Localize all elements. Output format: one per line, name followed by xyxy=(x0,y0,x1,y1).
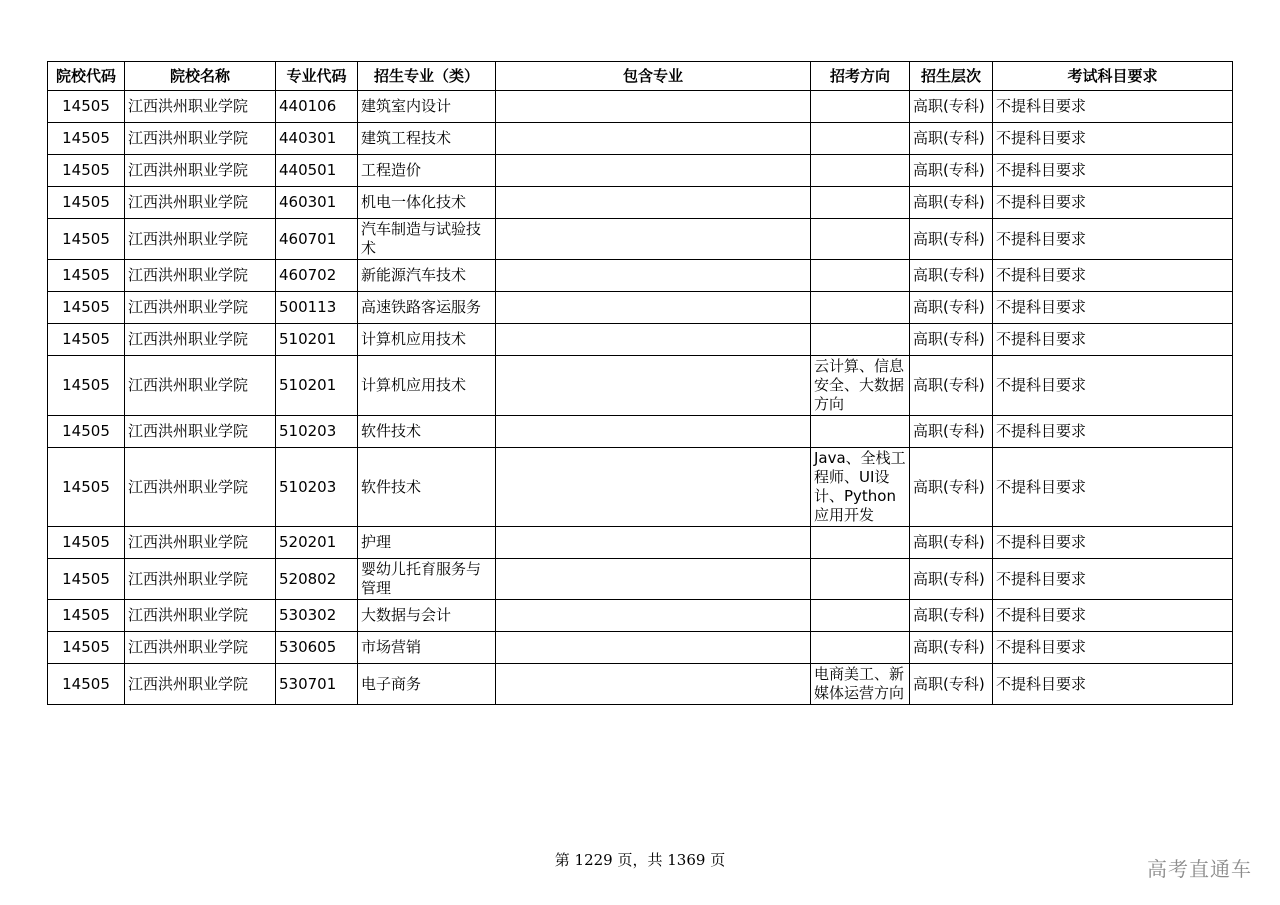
cell-major-code: 510201 xyxy=(276,324,358,356)
table-row xyxy=(48,260,1233,292)
cell-school-code: 14505 xyxy=(48,448,125,527)
table-row xyxy=(48,155,1233,187)
cell-subject-requirement: 不提科目要求 xyxy=(993,187,1233,219)
header-school-code: 院校代码 xyxy=(48,62,125,91)
cell-level: 高职(专科) xyxy=(910,356,993,416)
cell-direction xyxy=(811,527,910,559)
cell-included-majors xyxy=(496,123,811,155)
cell-included-majors xyxy=(496,187,811,219)
cell-major-code: 460701 xyxy=(276,219,358,260)
cell-subject-requirement: 不提科目要求 xyxy=(993,664,1233,705)
cell-direction: Java、全栈工程师、UI设计、Python应用开发 xyxy=(811,448,910,527)
cell-school-code: 14505 xyxy=(48,600,125,632)
cell-included-majors xyxy=(496,292,811,324)
cell-included-majors xyxy=(496,356,811,416)
cell-school-code: 14505 xyxy=(48,292,125,324)
cell-subject-requirement: 不提科目要求 xyxy=(993,448,1233,527)
cell-subject-requirement: 不提科目要求 xyxy=(993,600,1233,632)
cell-major: 建筑工程技术 xyxy=(358,123,496,155)
header-major: 招生专业（类） xyxy=(358,62,496,91)
cell-school-name: 江西洪州职业学院 xyxy=(125,632,276,664)
cell-level: 高职(专科) xyxy=(910,559,993,600)
cell-direction xyxy=(811,91,910,123)
table-row xyxy=(48,632,1233,664)
cell-school-name: 江西洪州职业学院 xyxy=(125,416,276,448)
cell-included-majors xyxy=(496,91,811,123)
cell-school-name: 江西洪州职业学院 xyxy=(125,664,276,705)
table-header-row xyxy=(48,62,1233,91)
table-row xyxy=(48,664,1233,705)
cell-level: 高职(专科) xyxy=(910,155,993,187)
header-school-name: 院校名称 xyxy=(125,62,276,91)
cell-major: 机电一体化技术 xyxy=(358,187,496,219)
cell-major-code: 460301 xyxy=(276,187,358,219)
cell-school-name: 江西洪州职业学院 xyxy=(125,155,276,187)
table-row xyxy=(48,527,1233,559)
cell-school-code: 14505 xyxy=(48,632,125,664)
cell-direction xyxy=(811,155,910,187)
cell-included-majors xyxy=(496,632,811,664)
cell-school-name: 江西洪州职业学院 xyxy=(125,292,276,324)
cell-school-name: 江西洪州职业学院 xyxy=(125,123,276,155)
cell-subject-requirement: 不提科目要求 xyxy=(993,155,1233,187)
cell-subject-requirement: 不提科目要求 xyxy=(993,324,1233,356)
cell-subject-requirement: 不提科目要求 xyxy=(993,219,1233,260)
cell-major-code: 500113 xyxy=(276,292,358,324)
cell-level: 高职(专科) xyxy=(910,632,993,664)
cell-major: 护理 xyxy=(358,527,496,559)
cell-major-code: 510203 xyxy=(276,416,358,448)
cell-major: 计算机应用技术 xyxy=(358,356,496,416)
table-row xyxy=(48,600,1233,632)
header-major-code: 专业代码 xyxy=(276,62,358,91)
cell-major: 电子商务 xyxy=(358,664,496,705)
cell-major-code: 530701 xyxy=(276,664,358,705)
cell-school-code: 14505 xyxy=(48,559,125,600)
cell-school-name: 江西洪州职业学院 xyxy=(125,219,276,260)
cell-level: 高职(专科) xyxy=(910,527,993,559)
header-included-majors: 包含专业 xyxy=(496,62,811,91)
cell-school-code: 14505 xyxy=(48,219,125,260)
cell-major-code: 440106 xyxy=(276,91,358,123)
table-row xyxy=(48,123,1233,155)
cell-school-name: 江西洪州职业学院 xyxy=(125,448,276,527)
cell-level: 高职(专科) xyxy=(910,416,993,448)
cell-major-code: 510201 xyxy=(276,356,358,416)
cell-direction xyxy=(811,219,910,260)
cell-school-code: 14505 xyxy=(48,123,125,155)
cell-school-code: 14505 xyxy=(48,155,125,187)
cell-included-majors xyxy=(496,260,811,292)
cell-school-name: 江西洪州职业学院 xyxy=(125,91,276,123)
cell-major: 计算机应用技术 xyxy=(358,324,496,356)
cell-subject-requirement: 不提科目要求 xyxy=(993,356,1233,416)
cell-included-majors xyxy=(496,600,811,632)
cell-level: 高职(专科) xyxy=(910,219,993,260)
admissions-table xyxy=(47,61,1233,705)
cell-subject-requirement: 不提科目要求 xyxy=(993,260,1233,292)
cell-direction: 电商美工、新媒体运营方向 xyxy=(811,664,910,705)
header-direction: 招考方向 xyxy=(811,62,910,91)
cell-subject-requirement: 不提科目要求 xyxy=(993,123,1233,155)
cell-school-name: 江西洪州职业学院 xyxy=(125,356,276,416)
cell-subject-requirement: 不提科目要求 xyxy=(993,527,1233,559)
cell-major-code: 520802 xyxy=(276,559,358,600)
cell-subject-requirement: 不提科目要求 xyxy=(993,632,1233,664)
cell-major-code: 440301 xyxy=(276,123,358,155)
cell-major: 软件技术 xyxy=(358,416,496,448)
cell-school-name: 江西洪州职业学院 xyxy=(125,260,276,292)
cell-subject-requirement: 不提科目要求 xyxy=(993,91,1233,123)
cell-school-code: 14505 xyxy=(48,187,125,219)
cell-major: 新能源汽车技术 xyxy=(358,260,496,292)
table-row xyxy=(48,324,1233,356)
cell-major: 婴幼儿托育服务与管理 xyxy=(358,559,496,600)
table-row xyxy=(48,416,1233,448)
cell-direction: 云计算、信息安全、大数据方向 xyxy=(811,356,910,416)
cell-school-name: 江西洪州职业学院 xyxy=(125,324,276,356)
cell-major: 工程造价 xyxy=(358,155,496,187)
cell-level: 高职(专科) xyxy=(910,324,993,356)
cell-school-name: 江西洪州职业学院 xyxy=(125,600,276,632)
cell-direction xyxy=(811,187,910,219)
table-row xyxy=(48,292,1233,324)
cell-direction xyxy=(811,123,910,155)
cell-school-code: 14505 xyxy=(48,664,125,705)
cell-school-code: 14505 xyxy=(48,324,125,356)
cell-included-majors xyxy=(496,448,811,527)
cell-level: 高职(专科) xyxy=(910,292,993,324)
cell-major-code: 530605 xyxy=(276,632,358,664)
cell-included-majors xyxy=(496,527,811,559)
cell-major: 高速铁路客运服务 xyxy=(358,292,496,324)
cell-direction xyxy=(811,559,910,600)
cell-included-majors xyxy=(496,219,811,260)
cell-school-name: 江西洪州职业学院 xyxy=(125,559,276,600)
cell-major: 汽车制造与试验技术 xyxy=(358,219,496,260)
cell-school-code: 14505 xyxy=(48,356,125,416)
cell-included-majors xyxy=(496,324,811,356)
cell-level: 高职(专科) xyxy=(910,448,993,527)
cell-major-code: 440501 xyxy=(276,155,358,187)
cell-major-code: 530302 xyxy=(276,600,358,632)
cell-direction xyxy=(811,632,910,664)
cell-level: 高职(专科) xyxy=(910,123,993,155)
cell-level: 高职(专科) xyxy=(910,187,993,219)
cell-included-majors xyxy=(496,664,811,705)
cell-direction xyxy=(811,416,910,448)
cell-direction xyxy=(811,600,910,632)
cell-level: 高职(专科) xyxy=(910,260,993,292)
table-row xyxy=(48,219,1233,260)
cell-school-code: 14505 xyxy=(48,260,125,292)
cell-school-code: 14505 xyxy=(48,91,125,123)
cell-level: 高职(专科) xyxy=(910,664,993,705)
cell-major-code: 520201 xyxy=(276,527,358,559)
cell-major-code: 510203 xyxy=(276,448,358,527)
cell-major: 大数据与会计 xyxy=(358,600,496,632)
cell-school-code: 14505 xyxy=(48,527,125,559)
cell-level: 高职(专科) xyxy=(910,91,993,123)
cell-subject-requirement: 不提科目要求 xyxy=(993,559,1233,600)
header-level: 招生层次 xyxy=(910,62,993,91)
watermark: 高考直通车 xyxy=(1147,857,1252,881)
table-row xyxy=(48,91,1233,123)
cell-school-code: 14505 xyxy=(48,416,125,448)
cell-subject-requirement: 不提科目要求 xyxy=(993,416,1233,448)
cell-school-name: 江西洪州职业学院 xyxy=(125,187,276,219)
cell-major: 软件技术 xyxy=(358,448,496,527)
header-subject-requirement: 考试科目要求 xyxy=(993,62,1233,91)
cell-direction xyxy=(811,260,910,292)
cell-included-majors xyxy=(496,155,811,187)
cell-direction xyxy=(811,292,910,324)
table-row xyxy=(48,559,1233,600)
page-number: 第 1229 页，共 1369 页 xyxy=(554,851,726,869)
cell-included-majors xyxy=(496,416,811,448)
cell-major: 建筑室内设计 xyxy=(358,91,496,123)
cell-level: 高职(专科) xyxy=(910,600,993,632)
cell-subject-requirement: 不提科目要求 xyxy=(993,292,1233,324)
cell-included-majors xyxy=(496,559,811,600)
cell-major: 市场营销 xyxy=(358,632,496,664)
cell-direction xyxy=(811,324,910,356)
table-row xyxy=(48,187,1233,219)
cell-major-code: 460702 xyxy=(276,260,358,292)
table-row xyxy=(48,448,1233,527)
table-row xyxy=(48,356,1233,416)
cell-school-name: 江西洪州职业学院 xyxy=(125,527,276,559)
